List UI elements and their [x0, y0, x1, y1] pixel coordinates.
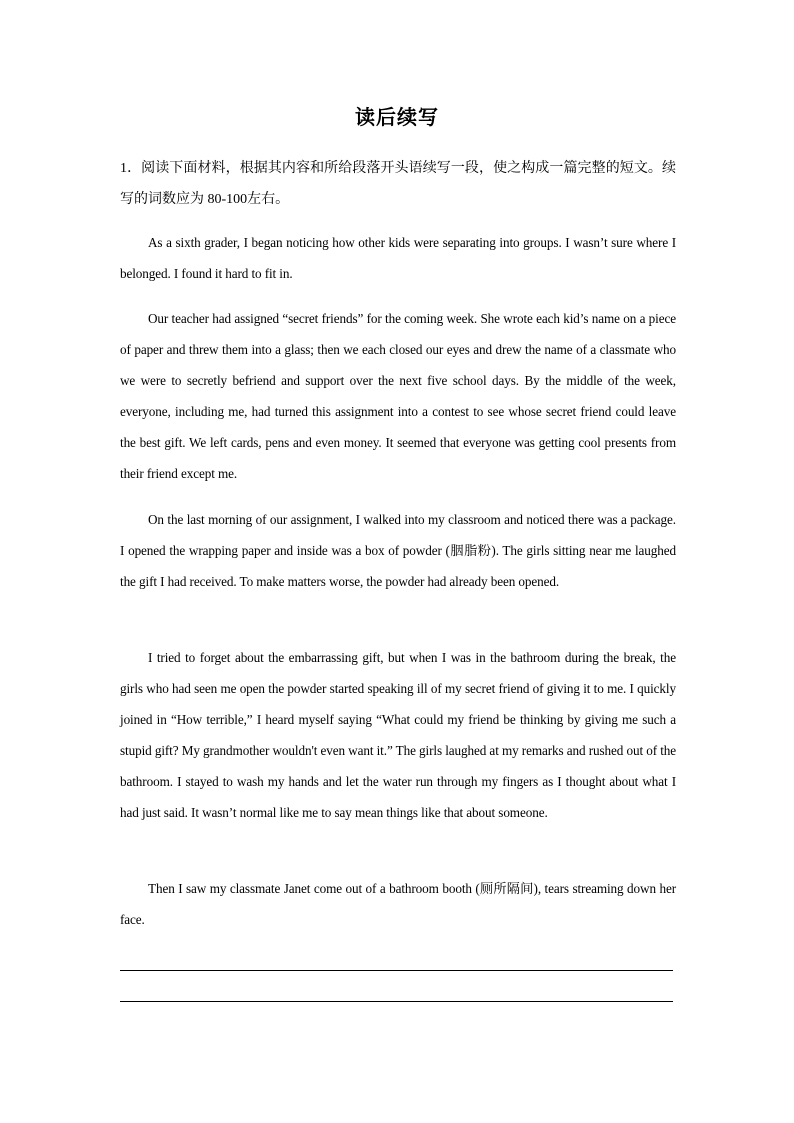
story-paragraph-2: Our teacher had assigned “secret friends” for the coming week. She wrote each kid’s name on a piece of paper and threw them into a glass; then we each closed our eyes and drew the name of a classmate who we were to secretly befriend and support over the next five school days. By the middle of the week, everyone, including me, had turned this assignment into a contest to see whose secret friend could leave the best gift. We left cards, pens and even money. It seemed that everyone was getting cool presents from their friend except me. — [120, 311, 676, 481]
story-paragraph-3: On the last morning of our assignment, I walked into my classroom and noticed there was a package. I opened the wrapping paper and inside was a box of powder (胭脂粉). The girls sitting near me laughed the gift I had received. To make matters worse, the powder had already been opened. — [120, 512, 676, 589]
task-instruction: 1．阅读下面材料，根据其内容和所给段落开头语续写一段，使之构成一篇完整的短文。续写的词数应为 80-100左右。 — [120, 161, 676, 207]
answer-line[interactable] — [120, 1001, 673, 1002]
story-paragraph-1: As a sixth grader, I began noticing how other kids were separating into groups. I wasn’t sure where I belonged. I found it hard to fit in. — [120, 235, 676, 281]
page-title: 读后续写 — [355, 107, 439, 129]
continuation-prompt-paragraph: Then I saw my classmate Janet come out of a bathroom booth (厕所隔间), tears streaming down her face. — [120, 881, 676, 927]
story-paragraph-4: I tried to forget about the embarrassing gift, but when I was in the bathroom during the break, the girls who had seen me open the powder started speaking ill of my secret friend of giving it to me. I quickly joined in “How terrible,” I heard myself saying “What could my friend be thinking by giving me such a stupid gift? My grandmother wouldn't even want it.” The girls laughed at my remarks and rushed out of the bathroom. I stayed to wash my hands and let the water run through my fingers as I thought about what I had just said. It wasn’t normal like me to say mean things like that about someone. — [120, 650, 677, 820]
answer-line[interactable] — [120, 970, 673, 971]
